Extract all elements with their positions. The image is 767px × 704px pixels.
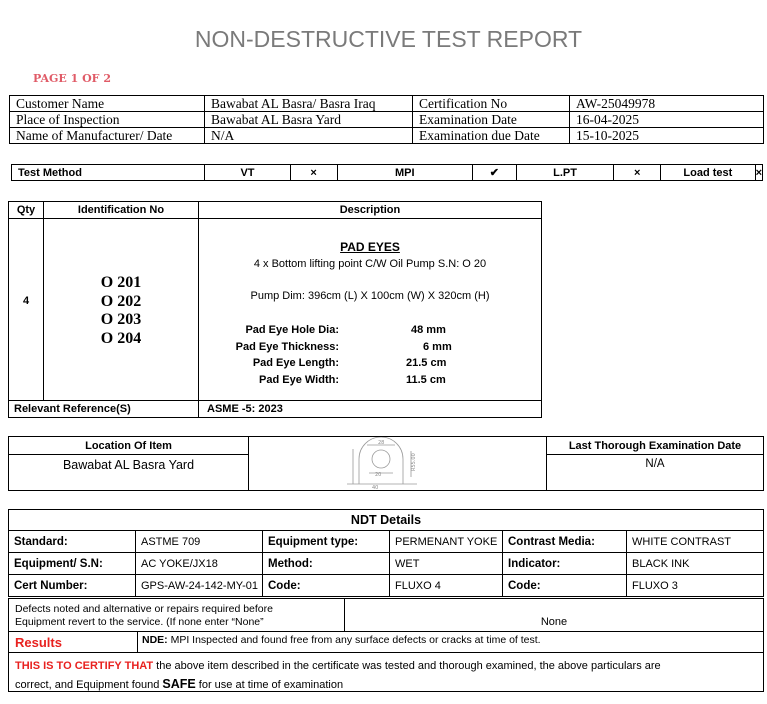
table-row	[9, 575, 764, 597]
id-o203: O 203	[100, 311, 142, 328]
ndt-cert-number-label: Cert Number:	[9, 575, 136, 597]
cert-label: Certification No	[413, 96, 570, 112]
drawing-base-dim: 40	[372, 485, 379, 490]
lpt-cross-icon: ×	[614, 165, 661, 181]
items-block	[8, 201, 542, 418]
ndt-contrast-value: WHITE CONTRAST	[627, 531, 764, 553]
ndt-standard-label: Standard:	[9, 531, 136, 553]
report-title: NON-DESTRUCTIVE TEST REPORT	[194, 26, 583, 52]
lpt-label: L.PT	[516, 165, 613, 181]
ndt-contrast-label: Contrast Media:	[503, 531, 627, 553]
reference-value: ASME -5: 2023	[199, 400, 541, 417]
spec-row: Pad Eye Length: 21.5 cm	[252, 357, 447, 369]
desc-line2: Pump Dim: 396cm (L) X 100cm (W) X 320cm (H)	[250, 290, 490, 302]
due-date-label: Examination due Date	[413, 128, 570, 144]
place-label: Place of Inspection	[10, 112, 205, 128]
ndt-method-value: WET	[390, 553, 503, 575]
last-exam-value: N/A	[645, 458, 665, 470]
load-test-label: Load test	[661, 165, 755, 181]
defects-text-line2: Equipment revert to the service. (If none enter “None”	[15, 616, 264, 628]
mpi-label: MPI	[337, 165, 472, 181]
nde-text: MPI Inspected and found free from any surface defects or cracks at time of test.	[170, 634, 541, 646]
exam-date-value: 16-04-2025	[570, 112, 764, 128]
drawing-bottom-dim: 20	[375, 472, 382, 478]
location-header: Location Of Item	[9, 437, 249, 455]
nde-label: NDE:	[142, 634, 168, 646]
id-o202: O 202	[100, 292, 142, 310]
page-label: PAGE 1 OF 2	[33, 72, 111, 85]
vt-label: VT	[205, 165, 290, 181]
ndt-code-label: Code:	[263, 575, 390, 597]
results-block	[8, 598, 764, 692]
reference-label: Relevant Reference(S)	[9, 400, 199, 417]
ndt-code-value: FLUXO 4	[390, 575, 503, 597]
mpi-check-icon: ✔	[472, 165, 516, 181]
qty-value: 4	[22, 295, 30, 307]
ndt-header: NDT Details	[8, 509, 764, 530]
ndt-indicator-value: BLACK INK	[627, 553, 764, 575]
due-date-value: 15-10-2025	[570, 128, 764, 144]
id-o204: O 204	[100, 329, 142, 347]
id-o201: O 201	[100, 274, 142, 291]
load-test-cross-icon: ×	[755, 166, 762, 179]
defects-text-line1: Defects noted and alternative or repairs required before	[15, 603, 273, 615]
info-table	[9, 95, 764, 144]
customer-label: Customer Name	[10, 96, 205, 112]
table-row	[9, 531, 764, 553]
spec-row: Pad Eye Hole Dia: 48 mm	[245, 324, 446, 336]
ndt-equipment-type-label: Equipment type:	[263, 531, 390, 553]
qty-header: Qty	[9, 202, 44, 219]
vt-cross-icon: ×	[290, 165, 337, 181]
safe-label: SAFE	[162, 677, 196, 691]
certify-lead: THIS IS TO CERTIFY THAT	[15, 660, 154, 672]
ndt-equipment-sn-value: AC YOKE/JX18	[136, 553, 263, 575]
manufacturer-value: N/A	[205, 128, 413, 144]
exam-date-label: Examination Date	[413, 112, 570, 128]
drawing-top-dim: 28	[378, 440, 385, 446]
ndt-cert-number-value: GPS-AW-24-142-MY-01	[136, 575, 263, 597]
manufacturer-label: Name of Manufacturer/ Date	[10, 128, 205, 144]
ndt-table	[8, 530, 764, 597]
location-value: Bawabat AL Basra Yard	[9, 455, 249, 490]
location-block	[8, 436, 764, 491]
description-header: Description	[199, 202, 541, 219]
certify-text	[9, 652, 763, 691]
certify-text1: the above item described in the certificate was tested and thorough examined, the above particulars are	[153, 660, 661, 672]
id-header: Identification No	[44, 202, 199, 219]
test-method-table	[11, 164, 763, 181]
desc-line1: 4 x Bottom lifting point C/W Oil Pump S.N: O 20	[253, 258, 487, 270]
defects-text	[9, 599, 345, 631]
pad-eye-drawing	[249, 437, 547, 490]
cert-value: AW-25049978	[570, 96, 764, 112]
ndt-method-label: Method:	[263, 553, 390, 575]
place-value: Bawabat AL Basra Yard	[205, 112, 413, 128]
table-row	[9, 553, 764, 575]
id-cell	[44, 219, 199, 400]
customer-value: Bawabat AL Basra/ Basra Iraq	[205, 96, 413, 112]
qty-cell	[9, 219, 44, 400]
ndt-equipment-sn-label: Equipment/ S.N:	[9, 553, 136, 575]
spec-row: Pad Eye Width: 11.5 cm	[259, 373, 446, 386]
ndt-standard-value: ASTME 709	[136, 531, 263, 553]
test-method-label: Test Method	[12, 165, 205, 181]
ndt-code2-label: Code:	[503, 575, 627, 597]
desc-title: PAD EYES	[340, 240, 400, 254]
results-label: Results	[9, 631, 138, 652]
nde-result	[138, 631, 763, 652]
spec-list	[199, 322, 541, 388]
ndt-indicator-label: Indicator:	[503, 553, 627, 575]
description-cell	[199, 219, 541, 400]
drawing-side-dim: R55.00	[411, 453, 417, 471]
ndt-equipment-type-value: PERMENANT YOKE	[390, 531, 503, 553]
defects-value: None	[540, 616, 568, 628]
ndt-code2-value: FLUXO 3	[627, 575, 764, 597]
last-exam-header: Last Thorough Examination Date	[547, 437, 763, 455]
certify-text2b: for use at time of examination	[195, 679, 344, 691]
spec-row: Pad Eye Thickness: 6 mm	[235, 340, 452, 353]
pad-eye-drawing-icon	[249, 437, 547, 490]
certify-text2a: correct, and Equipment found	[15, 679, 163, 691]
